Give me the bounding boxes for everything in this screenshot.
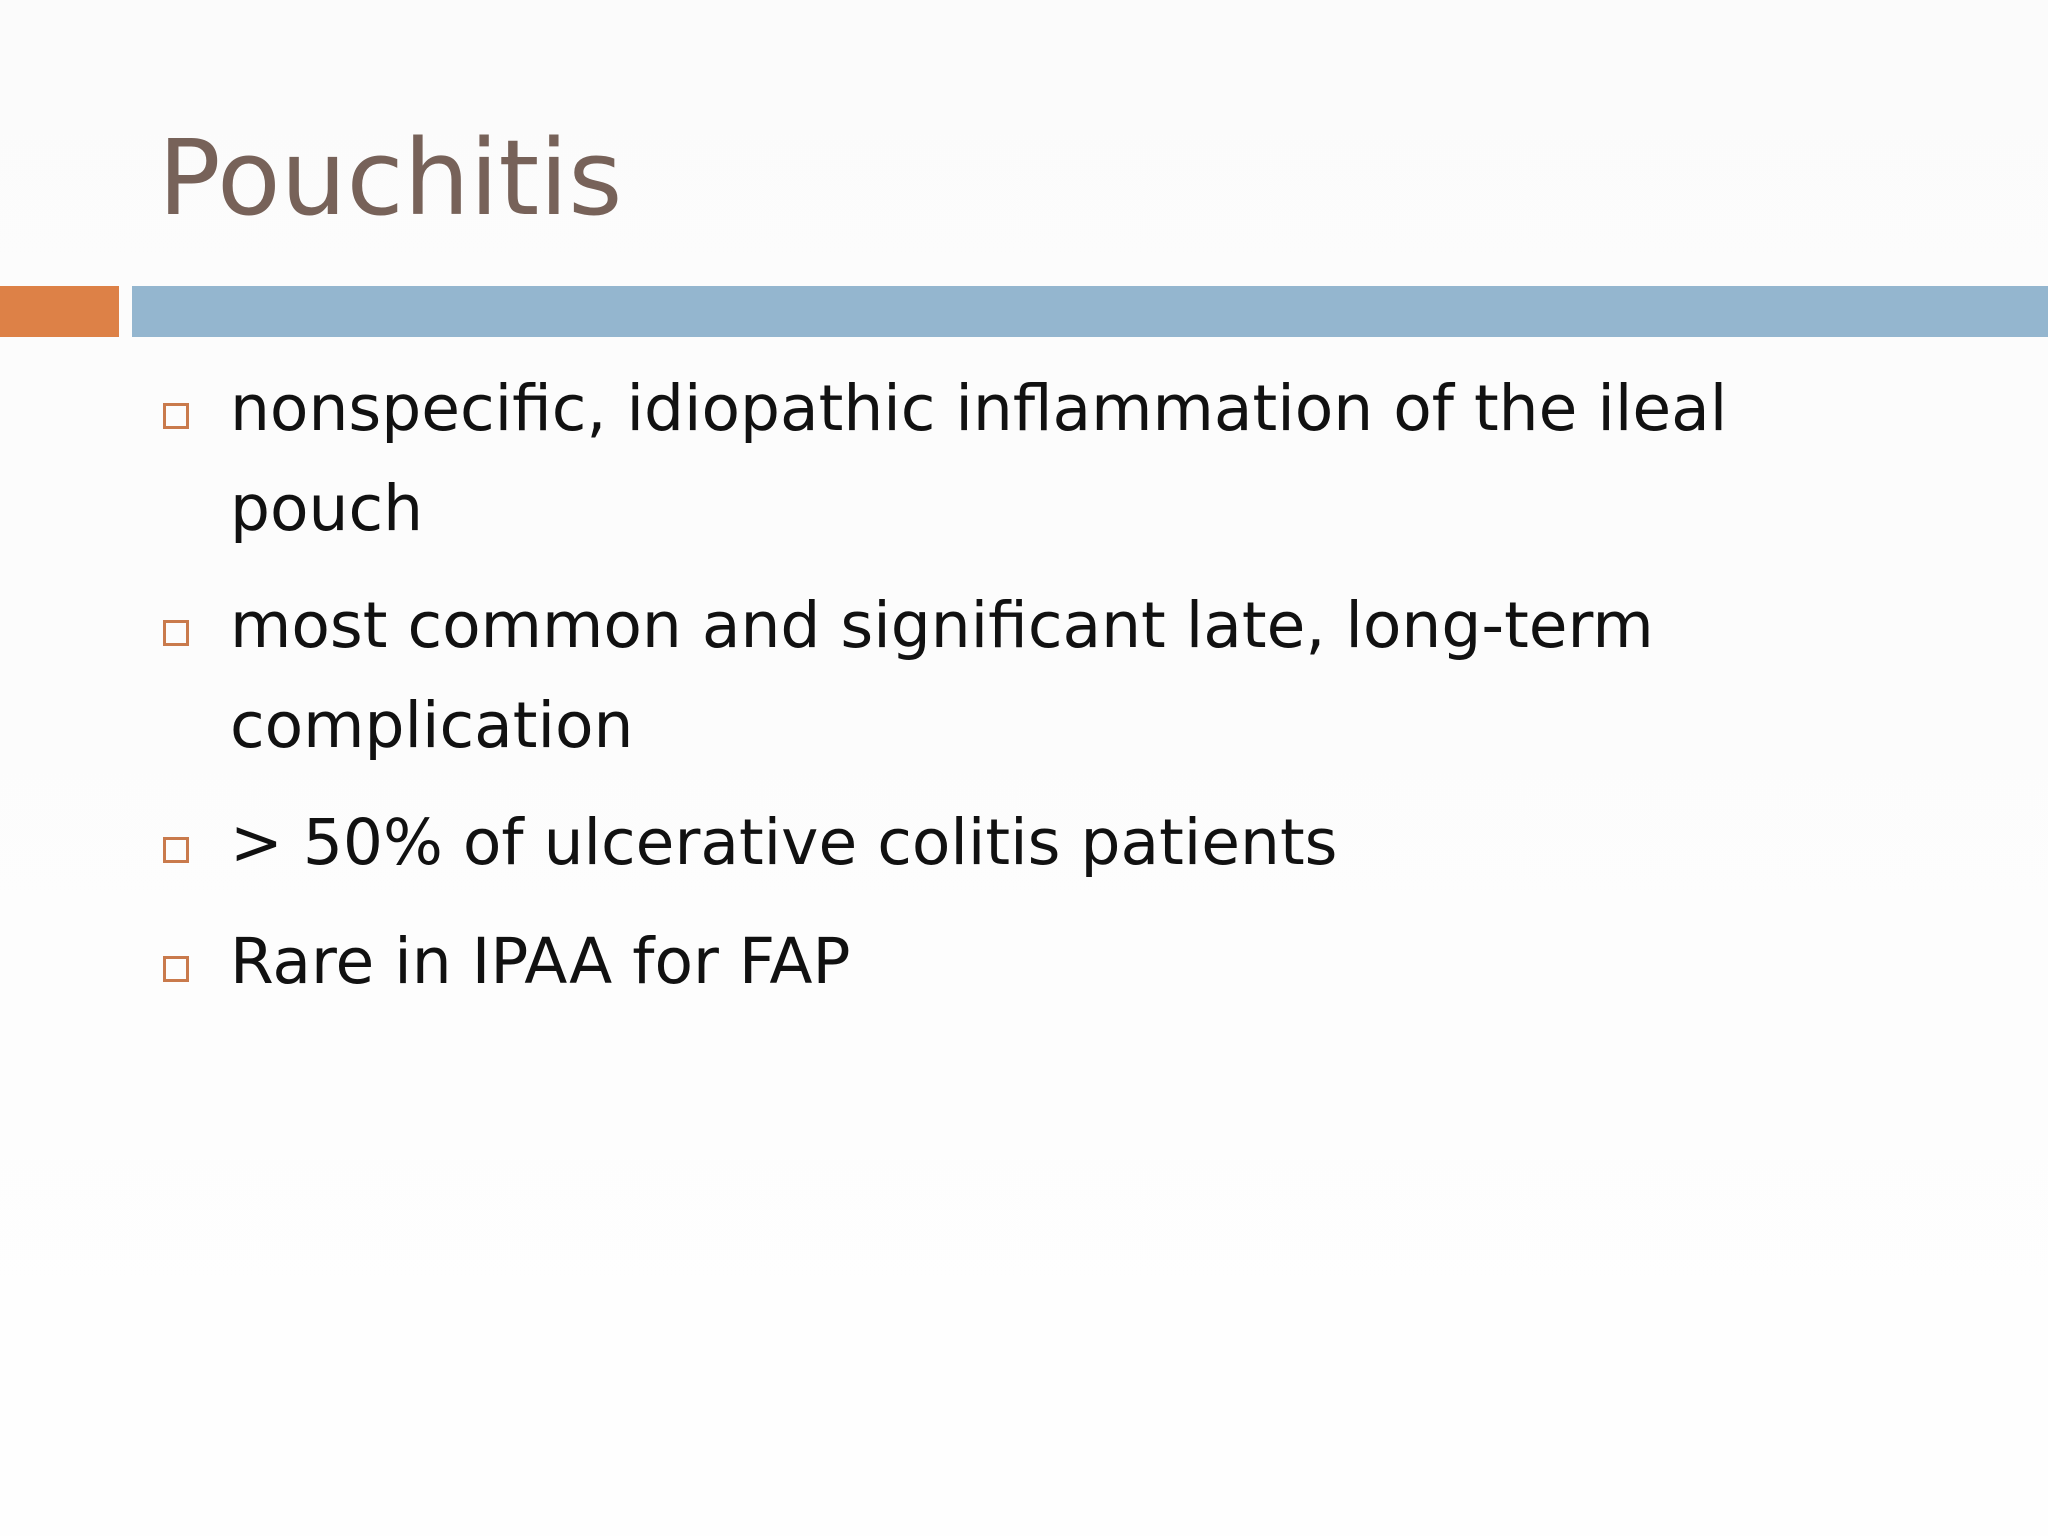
square-bullet-icon xyxy=(163,837,189,863)
square-bullet-icon xyxy=(163,956,189,982)
title-accent-bar xyxy=(0,286,119,337)
square-bullet-icon xyxy=(163,620,189,646)
bullet-text: nonspecific, idiopathic inflammation of the ileal pouch xyxy=(230,372,1728,545)
bullet-text: most common and significant late, long-term complication xyxy=(230,589,1654,762)
bullet-text: Rare in IPAA for FAP xyxy=(230,925,851,998)
square-bullet-icon xyxy=(163,403,189,429)
bullet-text: > 50% of ulcerative colitis patients xyxy=(230,806,1338,879)
slide-title: Pouchitis xyxy=(158,117,623,239)
title-divider-bar xyxy=(132,286,2048,337)
